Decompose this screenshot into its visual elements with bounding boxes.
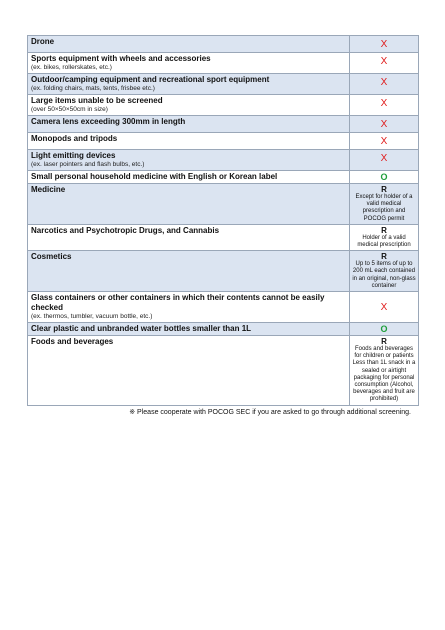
prohibited-items-table	[27, 35, 419, 406]
prohibited-mark: X	[380, 39, 388, 50]
prohibited-mark: X	[380, 153, 388, 164]
restricted-mark: R	[381, 225, 387, 235]
item-name: Glass containers or other containers in which their contents cannot be easily checked	[31, 293, 325, 313]
item-name: Sports equipment with wheels and accessories	[31, 54, 211, 63]
item-examples: (ex. thermos, tumbler, vacuum bottle, etc.)	[31, 313, 153, 321]
table-row	[28, 171, 419, 184]
table-row	[28, 292, 419, 323]
restriction-note: Holder of a valid medical prescription	[357, 234, 411, 249]
restricted-mark: R	[381, 185, 387, 194]
item-name: Clear plastic and unbranded water bottles smaller than 1L	[31, 324, 252, 334]
allowed-mark: O	[380, 172, 388, 182]
item-examples: (ex. laser pointers and flash bulbs, etc.)	[31, 161, 145, 168]
item-name: Foods and beverages	[31, 337, 114, 347]
prohibited-mark: X	[380, 56, 388, 67]
item-name: Cosmetics	[31, 252, 72, 262]
table-row	[28, 251, 419, 292]
item-name: Narcotics and Psychotropic Drugs, and Cannabis	[31, 225, 220, 235]
screening-footnote: ※ Please cooperate with POCOG SEC if you are asked to go through additional screening.	[129, 408, 411, 416]
table-row	[28, 336, 419, 406]
item-name: Medicine	[31, 185, 66, 194]
item-name: Outdoor/camping equipment and recreational sport equipment	[31, 75, 270, 84]
table-row	[28, 36, 419, 53]
restricted-mark: R	[381, 337, 387, 347]
table-row	[28, 150, 419, 171]
restriction-note: Except for holder of a valid medical prescription and POCOG permit	[355, 194, 413, 222]
item-name: Camera lens exceeding 300mm in length	[31, 117, 186, 126]
prohibited-mark: X	[380, 302, 388, 314]
table-row	[28, 133, 419, 150]
screening-table-document	[27, 35, 416, 416]
item-name: Small personal household medicine with English or Korean label	[31, 172, 278, 181]
table-row	[28, 323, 419, 336]
item-name: Monopods and tripods	[31, 134, 118, 143]
table-row	[28, 184, 419, 225]
item-name: Light emitting devices	[31, 151, 116, 160]
restricted-mark: R	[381, 252, 387, 262]
restriction-note: Foods and beverages for children or patients Less than 1L snack in a sealed or airtight packaging for personal consumption (Alcohol, beverages and fruit are prohibited)	[352, 346, 416, 403]
table-row	[28, 74, 419, 95]
table-row	[28, 53, 419, 74]
prohibited-mark: X	[380, 98, 388, 109]
prohibited-mark: X	[380, 119, 388, 130]
prohibited-mark: X	[380, 136, 388, 147]
table-row	[28, 95, 419, 116]
table-row	[28, 116, 419, 133]
item-examples: (ex. bikes, rollerskates, etc.)	[31, 64, 112, 71]
item-name: Drone	[31, 37, 55, 46]
prohibited-mark: X	[380, 77, 388, 88]
item-examples: (over 50×50×50cm in size)	[31, 106, 108, 113]
allowed-mark: O	[380, 324, 388, 335]
item-examples: (ex. folding chairs, mats, tents, frisbee etc.)	[31, 85, 155, 92]
restriction-note: Up to 5 items of up to 200 mL each contained in an original, non-glass container	[352, 261, 416, 289]
item-name: Large items unable to be screened	[31, 96, 163, 105]
table-row	[28, 224, 419, 250]
